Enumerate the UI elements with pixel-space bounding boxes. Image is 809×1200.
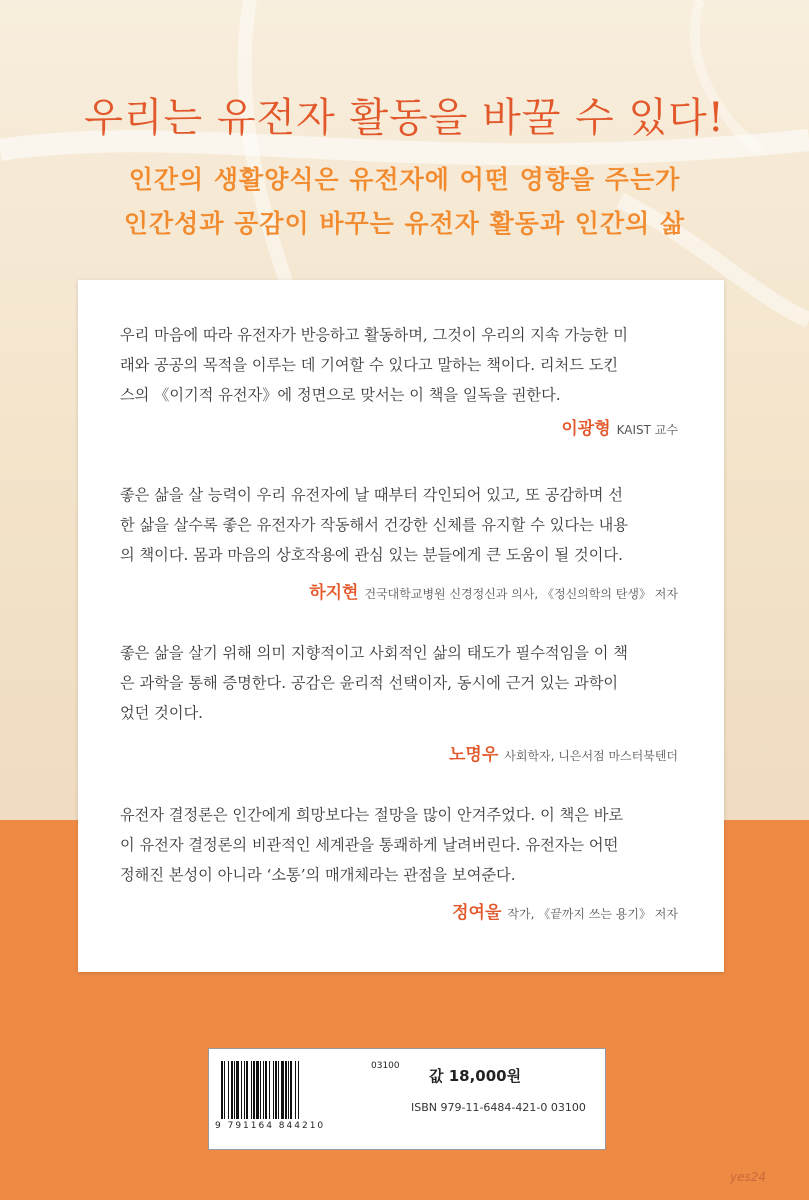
- quote-line: 래와 공공의 목적을 이루는 데 기여할 수 있다고 말하는 책이다. 리처드 도킨: [120, 356, 619, 374]
- endorser-name: 노명우: [448, 745, 499, 765]
- barcode-bar: [269, 1061, 270, 1119]
- barcode-bar: [256, 1061, 259, 1119]
- quote-line: 좋은 삶을 살기 위해 의미 지향적이고 사회적인 삶의 태도가 필수적임을 이 책: [120, 644, 628, 662]
- endorser-role: 사회학자, 니은서점 마스터북텐더: [504, 749, 678, 763]
- endorser-name: 하지현: [309, 583, 359, 603]
- barcode-addon: 03100: [371, 1061, 400, 1071]
- quote-line: 의 책이다. 몸과 마음의 상호작용에 관심 있는 분들에게 큰 도움이 될 것이다.: [120, 546, 623, 564]
- quote-line: 한 삶을 살수록 좋은 유전자가 작동해서 건강한 신체를 유지할 수 있다는 내용: [120, 516, 628, 534]
- barcode-bar: [295, 1061, 296, 1119]
- subheading-2: 인간성과 공감이 바꾸는 유전자 활동과 인간의 삶: [123, 209, 686, 238]
- quote-line: 이 유전자 결정론의 비관적인 세계관을 통쾌하게 날려버린다. 유전자는 어떤: [120, 836, 619, 854]
- barcode-bar: [278, 1061, 279, 1119]
- quote-3-text: [120, 638, 690, 728]
- endorser-role: 건국대학교병원 신경정신과 의사, 《정신의학의 탄생》 저자: [364, 587, 678, 601]
- endorser-name: 정여울: [452, 903, 502, 923]
- barcode-bar: [251, 1061, 252, 1119]
- endorsement-card: [78, 280, 724, 972]
- quote-line: 우리 마음에 따라 유전자가 반응하고 활동하며, 그것이 우리의 지속 가능한 미: [120, 326, 628, 344]
- quote-1-attribution: [561, 414, 678, 439]
- isbn-label: ISBN 979-11-6484-421-0 03100: [411, 1101, 586, 1114]
- barcode-bar: [275, 1061, 277, 1119]
- watermark: yes24: [730, 1170, 767, 1184]
- barcode-bar: [241, 1061, 242, 1119]
- barcode-bar: [290, 1061, 292, 1119]
- barcode-bar: [234, 1061, 235, 1119]
- quote-1-text: [120, 320, 690, 410]
- barcode-bar: [298, 1061, 299, 1119]
- barcode-bar: [244, 1061, 245, 1119]
- barcode-bar: [236, 1061, 239, 1119]
- quote-3-attribution: [449, 740, 678, 765]
- barcode-bar: [288, 1061, 289, 1119]
- quote-2-attribution: [309, 578, 678, 603]
- barcode-bar: [273, 1061, 274, 1119]
- barcode-bar: [285, 1061, 287, 1119]
- quote-2-text: [120, 480, 690, 570]
- barcode-bar: [221, 1061, 223, 1119]
- barcode-box: [208, 1048, 606, 1150]
- quote-line: 정해진 본성이 아니라 ‘소통’의 매개체라는 관점을 보여준다.: [120, 866, 516, 884]
- barcode-bar: [246, 1061, 248, 1119]
- quote-line: 었던 것이다.: [120, 704, 204, 722]
- quote-line: 은 과학을 통해 증명한다. 공감은 윤리적 선택이자, 동시에 근거 있는 과학이: [120, 674, 619, 692]
- quote-line: 유전자 결정론은 인간에게 희망보다는 절망을 많이 안겨주었다. 이 책은 바로: [120, 806, 624, 824]
- quote-4-text: [120, 800, 690, 890]
- barcode-bar: [231, 1061, 233, 1119]
- price-label: 값 18,000원: [429, 1067, 522, 1085]
- subheading-1: 인간의 생활양식은 유전자에 어떤 영향을 주는가: [128, 165, 681, 194]
- endorser-role: KAIST 교수: [616, 423, 678, 437]
- barcode-bar: [260, 1061, 261, 1119]
- quote-line: 좋은 삶을 살 능력이 우리 유전자에 날 때부터 각인되어 있고, 또 공감하며 선: [120, 486, 623, 504]
- barcode-bar: [224, 1061, 225, 1119]
- barcode-bar: [228, 1061, 229, 1119]
- quote-line: 스의 《이기적 유전자》에 정면으로 맞서는 이 책을 일독을 권한다.: [120, 386, 561, 404]
- barcode-bar: [253, 1061, 255, 1119]
- barcode-bar: [265, 1061, 267, 1119]
- endorser-role: 작가, 《끝까지 쓰는 용기》 저자: [507, 907, 678, 921]
- endorser-name: 이광형: [561, 419, 611, 439]
- barcode-digits: 9 791164 844210: [215, 1121, 326, 1131]
- quote-4-attribution: [452, 898, 678, 923]
- barcode-bar: [263, 1061, 264, 1119]
- barcode-bar: [281, 1061, 284, 1119]
- headline: 우리는 유전자 활동을 바꿀 수 있다!: [84, 95, 725, 141]
